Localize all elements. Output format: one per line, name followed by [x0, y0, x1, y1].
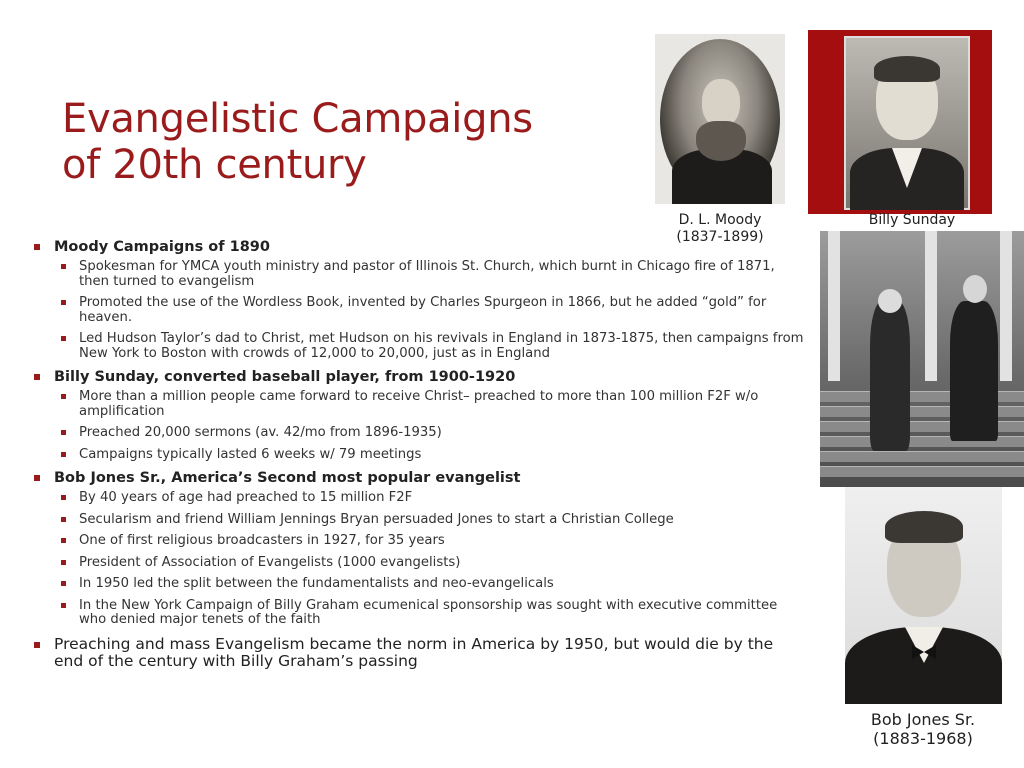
caption-name: D. L. Moody	[678, 212, 762, 228]
slide-title-line-1: Evangelistic Campaigns	[62, 96, 533, 142]
portrait-beard	[696, 121, 746, 161]
sub-bullet	[32, 426, 807, 441]
sunday-caption	[852, 212, 972, 229]
sub-bullet-text: Preached 20,000 sermons (av. 42/mo from 1896-1935)	[79, 425, 442, 440]
sub-bullet	[32, 448, 807, 463]
bullet-text: Preaching and mass Evangelism became the norm in America by 1950, but would die by the end of the century with Billy Graham’s passing	[54, 634, 774, 670]
sub-bullet	[32, 599, 807, 628]
sub-bullet	[32, 390, 807, 419]
bullet-jones	[32, 469, 807, 487]
square-bullet-icon	[61, 394, 66, 399]
bullet-text: Billy Sunday, converted baseball player, from 1900-1920	[54, 369, 516, 385]
square-bullet-icon	[61, 452, 66, 457]
sub-bullet	[32, 332, 807, 361]
sunday-portrait	[808, 30, 992, 214]
sub-bullet-text: Promoted the use of the Wordless Book, invented by Charles Spurgeon in 1866, but he added “gold” for heaven.	[79, 295, 767, 325]
portrait-face	[702, 79, 740, 127]
caption-years: (1837-1899)	[676, 229, 764, 245]
sub-bullet-text: Secularism and friend William Jennings Bryan persuaded Jones to start a Christian College	[79, 511, 674, 527]
sub-bullet-text: Spokesman for YMCA youth ministry and pastor of Illinois St. Church, which burnt in Chicago fire of 1871, then turned to evangelism	[79, 259, 775, 289]
sub-bullet-text: More than a million people came forward to receive Christ– preached to more than 100 million F2F w/o amplification	[79, 389, 759, 419]
slide-title-line-2: of 20th century	[62, 142, 367, 188]
moody-caption	[655, 212, 785, 246]
building-column	[925, 231, 937, 381]
square-bullet-icon	[61, 538, 66, 543]
sub-bullet-text: In the New York Campaign of Billy Graham ecumenical sponsorship was sought with executive committee who denied major tenets of the faith	[79, 597, 778, 627]
bullet-text: Bob Jones Sr., America’s Second most popular evangelist	[54, 470, 521, 486]
slide-title	[62, 96, 622, 188]
sub-bullet	[32, 260, 807, 289]
figure-sunday	[870, 301, 910, 451]
portrait-hair	[874, 56, 940, 82]
square-bullet-icon	[61, 430, 66, 435]
sub-bullet	[32, 577, 807, 592]
bullet-text: Moody Campaigns of 1890	[54, 239, 270, 255]
jones-portrait	[845, 487, 1002, 704]
square-bullet-icon	[61, 300, 66, 305]
sub-bullet	[32, 491, 807, 506]
bullet-conclusion	[32, 636, 807, 670]
square-bullet-icon	[34, 475, 40, 481]
caption-name: Billy Sunday	[868, 212, 956, 228]
square-bullet-icon	[61, 517, 66, 522]
square-bullet-icon	[34, 374, 40, 380]
jones-caption	[838, 710, 1008, 748]
square-bullet-icon	[61, 603, 66, 608]
square-bullet-icon	[61, 264, 66, 269]
figure-companion	[950, 301, 998, 441]
sub-bullet-text: Campaigns typically lasted 6 weeks w/ 79 meetings	[79, 446, 422, 462]
sub-bullet-text: Led Hudson Taylor’s dad to Christ, met Hudson on his revivals in England in 1873-1875, then campaigns from New York to Boston with crowds of 12,000 to 20,000, just as in England	[79, 331, 804, 361]
square-bullet-icon	[34, 244, 40, 250]
sub-bullet-text: By 40 years of age had preached to 15 million F2F	[79, 490, 413, 505]
stair-step	[820, 466, 1024, 477]
sub-bullet	[32, 534, 807, 549]
square-bullet-icon	[61, 495, 66, 500]
figure-head	[878, 289, 902, 313]
slide-content	[32, 232, 807, 674]
square-bullet-icon	[61, 560, 66, 565]
portrait-hair	[885, 511, 963, 543]
stair-step	[820, 451, 1024, 462]
square-bullet-icon	[61, 336, 66, 341]
sub-bullet	[32, 556, 807, 571]
building-column	[1000, 231, 1012, 381]
square-bullet-icon	[34, 642, 40, 648]
figure-head	[963, 275, 987, 303]
moody-oval-frame	[660, 39, 780, 199]
caption-name: Bob Jones Sr.	[870, 710, 976, 729]
sub-bullet	[32, 296, 807, 325]
bullet-sunday	[32, 368, 807, 386]
sunday-steps-photo	[820, 231, 1024, 487]
building-column	[828, 231, 840, 381]
square-bullet-icon	[61, 581, 66, 586]
sub-bullet-text: One of first religious broadcasters in 1927, for 35 years	[79, 533, 445, 548]
caption-years: (1883-1968)	[873, 729, 973, 748]
moody-portrait	[655, 34, 785, 204]
sub-bullet-text: President of Association of Evangelists (1000 evangelists)	[79, 554, 461, 570]
sub-bullet	[32, 513, 807, 528]
sub-bullet-text: In 1950 led the split between the fundamentalists and neo-evangelicals	[79, 576, 554, 591]
sunday-photo	[844, 36, 970, 210]
